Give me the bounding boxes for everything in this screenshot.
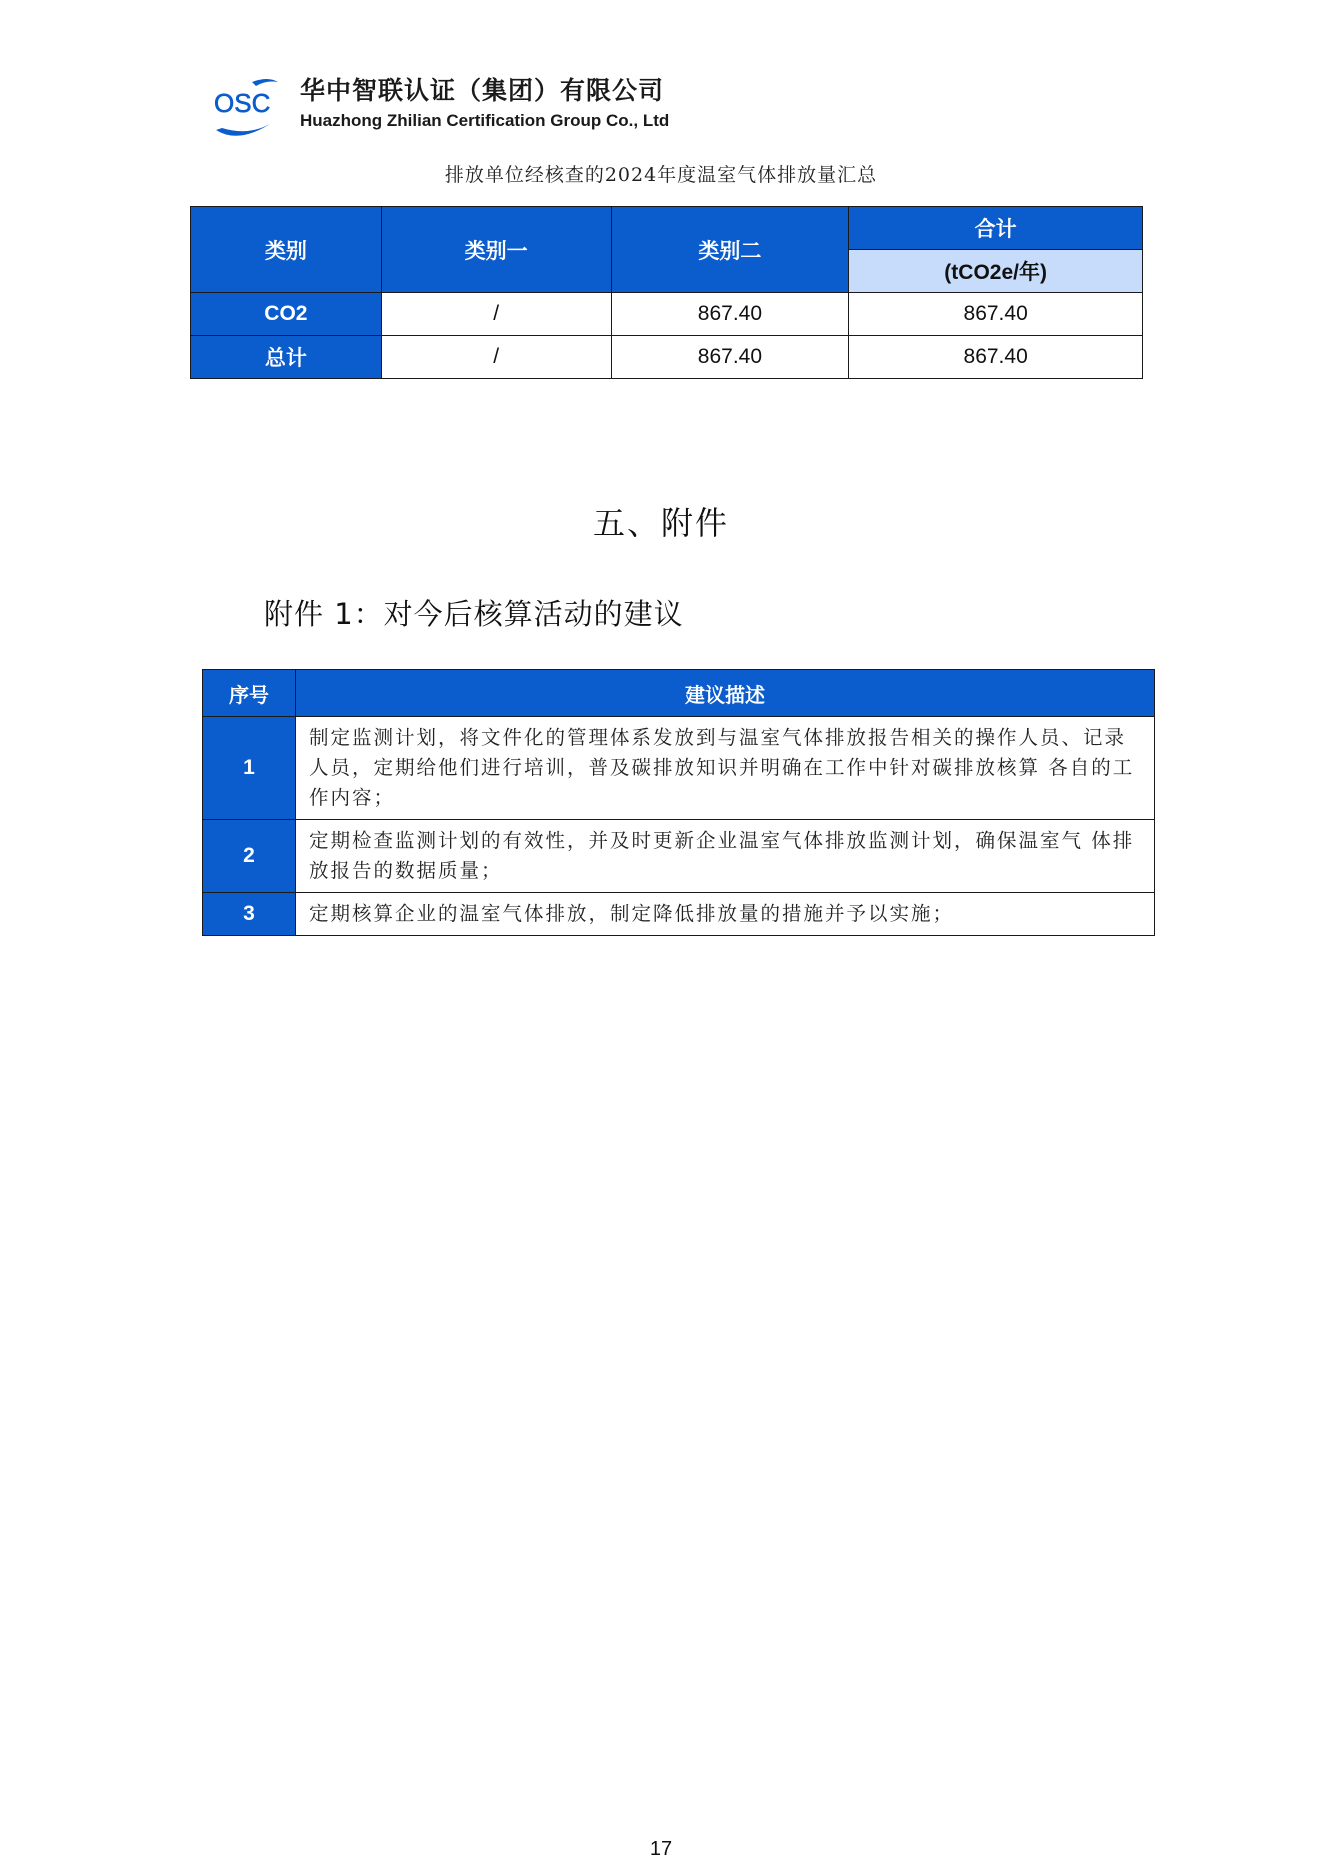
row-number: 1 bbox=[203, 717, 296, 820]
cell-category-1: / bbox=[381, 293, 611, 336]
cell-category-2: 867.40 bbox=[611, 336, 849, 379]
attachment-title: 附件 1：对今后核算活动的建议 bbox=[264, 597, 684, 631]
row-number: 3 bbox=[203, 893, 296, 936]
company-logo bbox=[208, 74, 288, 144]
table-row bbox=[191, 336, 1143, 379]
header-category-1: 类别一 bbox=[381, 207, 611, 293]
cell-total: 867.40 bbox=[849, 336, 1143, 379]
table-row bbox=[203, 717, 1155, 820]
header-description: 建议描述 bbox=[296, 670, 1155, 717]
suggestions-table bbox=[202, 669, 1155, 936]
section-title: 五、附件 bbox=[592, 504, 729, 542]
row-description: 制定监测计划，将文件化的管理体系发放到与温室气体排放报告相关的操作人员、记录人员，定期给他们进行培训，普及碳排放知识并明确在工作中针对碳排放核算 各自的工作内容； bbox=[296, 717, 1155, 820]
row-label: 总计 bbox=[191, 336, 382, 379]
company-name-cn: 华中智联认证（集团）有限公司 bbox=[300, 76, 665, 105]
table-row bbox=[203, 820, 1155, 893]
header-number: 序号 bbox=[203, 670, 296, 717]
cell-total: 867.40 bbox=[849, 293, 1143, 336]
company-name-block bbox=[300, 74, 669, 134]
row-description: 定期核算企业的温室气体排放，制定降低排放量的措施并予以实施； bbox=[296, 893, 1155, 936]
table-header-row bbox=[191, 207, 1143, 250]
osc-logo-icon bbox=[208, 74, 288, 144]
header-total: 合计 bbox=[849, 207, 1143, 250]
summary-caption: 排放单位经核查的2024年度温室气体排放量汇总 bbox=[444, 164, 878, 186]
row-description: 定期检查监测计划的有效性，并及时更新企业温室气体排放监测计划，确保温室气 体排放报告的数据质量； bbox=[296, 820, 1155, 893]
cell-category-1: / bbox=[381, 336, 611, 379]
logo-text: OSC bbox=[214, 88, 271, 118]
company-name-en: Huazhong Zhilian Certification Group Co., Ltd bbox=[300, 111, 670, 130]
table-row bbox=[203, 893, 1155, 936]
table-row bbox=[191, 293, 1143, 336]
table-header-row bbox=[203, 670, 1155, 717]
header-category: 类别 bbox=[191, 207, 382, 293]
row-label: CO2 bbox=[191, 293, 382, 336]
page-number: 17 bbox=[649, 1838, 673, 1860]
row-number: 2 bbox=[203, 820, 296, 893]
cell-category-2: 867.40 bbox=[611, 293, 849, 336]
header-category-2: 类别二 bbox=[611, 207, 849, 293]
emission-summary-table bbox=[190, 206, 1143, 379]
header-unit: (tCO2e/年) bbox=[849, 250, 1143, 293]
